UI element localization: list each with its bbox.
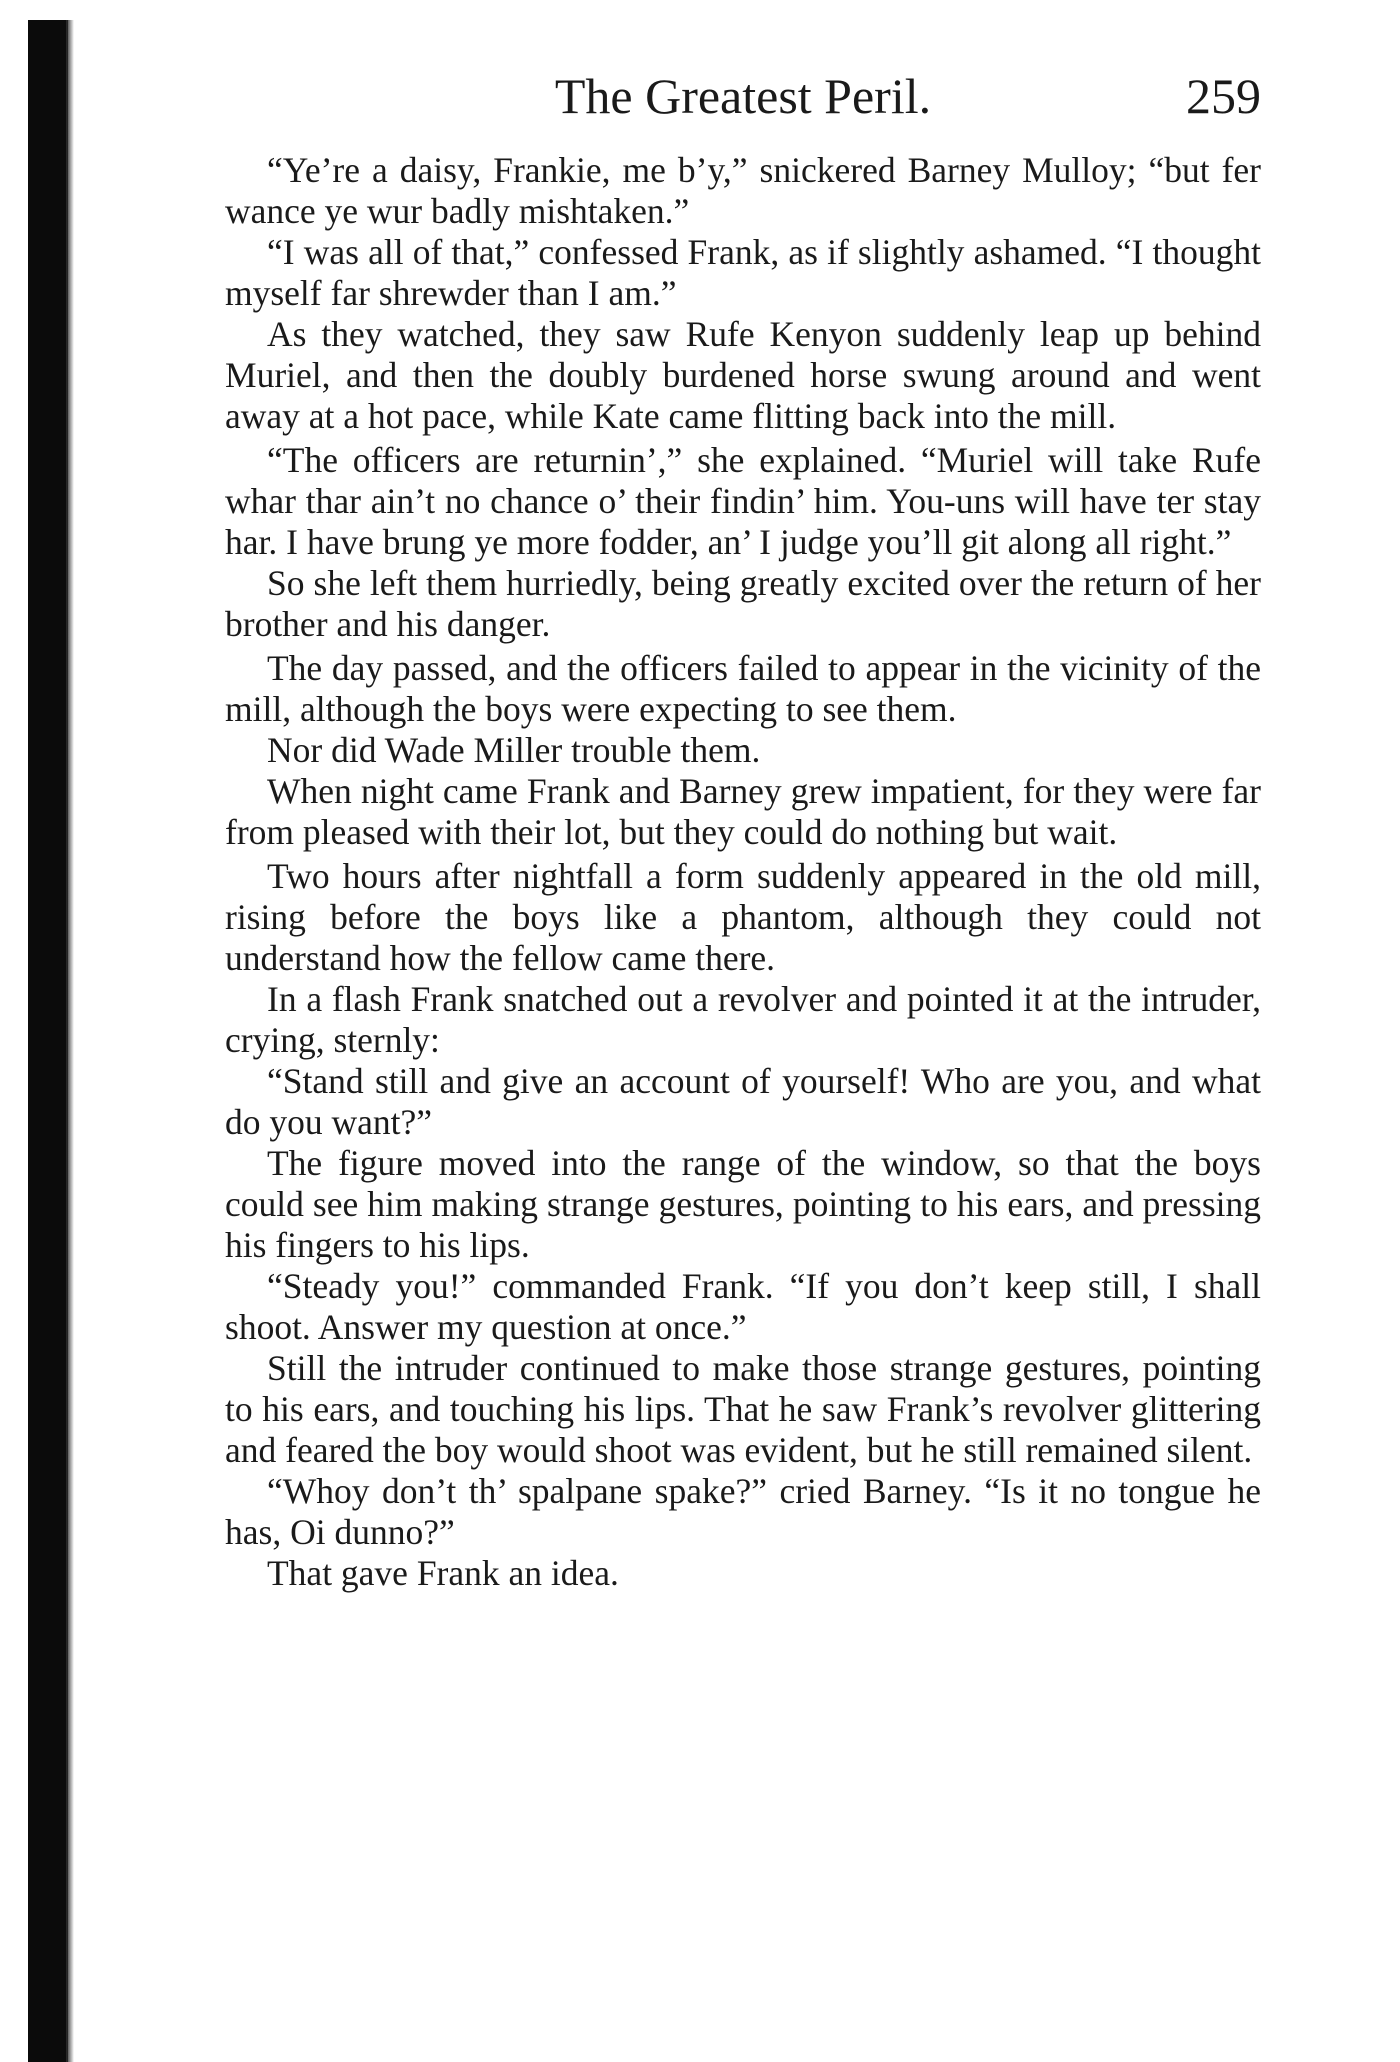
page-header (225, 66, 1261, 126)
paragraph: “Stand still and give an account of yourself! Who are you, and what do you want?” (225, 1061, 1261, 1142)
body-text (225, 150, 1261, 1594)
paragraph: The figure moved into the range of the window, so that the boys could see him making strange gestures, pointing to his ears, and pressing his fingers to his lips. (225, 1143, 1261, 1265)
spine-edge-gradient (66, 20, 74, 2062)
paragraph: As they watched, they saw Rufe Kenyon suddenly leap up behind Muriel, and then the doubly burdened horse swung around and went away at a hot pace, while Kate came flitting back into the mill. (225, 314, 1261, 436)
book-spine-shadow (28, 20, 68, 2062)
paragraph: That gave Frank an idea. (267, 1553, 619, 1593)
paragraph: “Steady you!” commanded Frank. “If you don’t keep still, I shall shoot. Answer my question at once.” (225, 1266, 1261, 1347)
paragraph: “Ye’re a daisy, Frankie, me b’y,” snickered Barney Mulloy; “but fer wance ye wur badly mishtaken.” (225, 150, 1261, 231)
paragraph: When night came Frank and Barney grew impatient, for they were far from pleased with their lot, but they could do nothing but wait. (225, 771, 1261, 852)
paragraph: So she left them hurriedly, being greatly excited over the return of her brother and his danger. (225, 563, 1261, 644)
paragraph: Nor did Wade Miller trouble them. (267, 730, 761, 770)
paragraph: The day passed, and the officers failed to appear in the vicinity of the mill, although the boys were expecting to see them. (225, 648, 1261, 729)
paragraph: Two hours after nightfall a form suddenly appeared in the old mill, rising before the boys like a phantom, although they could not understand how the fellow came there. (225, 856, 1261, 978)
running-title: The Greatest Peril. (554, 68, 932, 124)
paragraph: “I was all of that,” confessed Frank, as if slightly ashamed. “I thought myself far shrewder than I am.” (225, 232, 1261, 313)
paragraph: “The officers are returnin’,” she explained. “Muriel will take Rufe whar thar ain’t no chance o’ their findin’ him. You-uns will have ter stay har. I have brung ye more fodder, an’ I judge you’ll git along all right.” (225, 440, 1261, 562)
page-number: 259 (1186, 68, 1261, 124)
paragraph: In a flash Frank snatched out a revolver and pointed it at the intruder, crying, sternly: (225, 979, 1261, 1060)
paragraph: “Whoy don’t th’ spalpane spake?” cried Barney. “Is it no tongue he has, Oi dunno?” (225, 1471, 1261, 1552)
paragraph: Still the intruder continued to make those strange gestures, pointing to his ears, and touching his lips. That he saw Frank’s revolver glittering and feared the boy would shoot was evident, but he still remained silent. (225, 1348, 1261, 1470)
